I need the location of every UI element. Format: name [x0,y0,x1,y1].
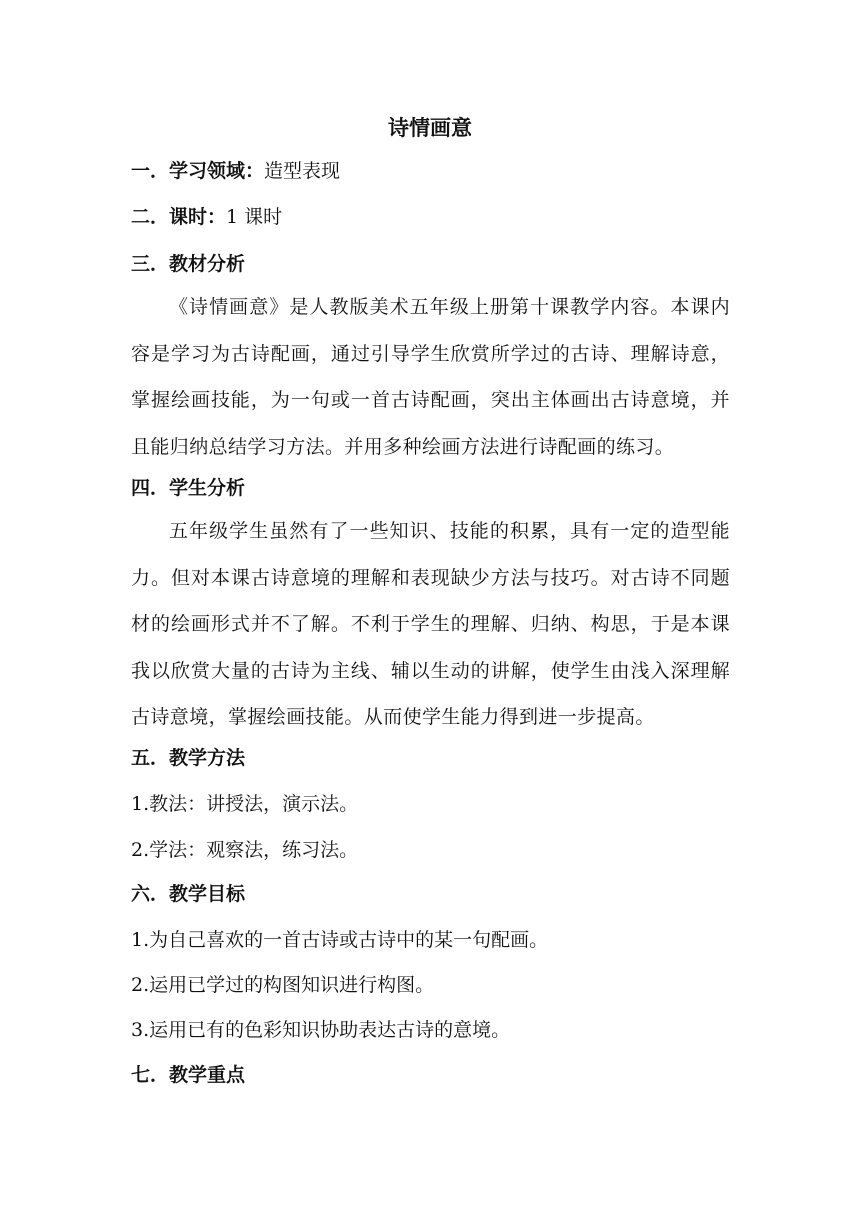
paragraph-student-analysis: 五年级学生虽然有了一些知识、技能的积累，具有一定的造型能力。但对本课古诗意境的理解和表现缺少方法与技巧。对古诗不同题材的绘画形式并不了解。不利于学生的理解、归纳、构思，于是本课我以欣赏大量的古诗为主线、辅以生动的讲解，使学生由浅入深理解古诗意境，掌握绘画技能。从而使学生能力得到进一步提高。 [131,520,730,728]
section-value: 1 课时 [226,206,283,228]
list-item: 1.为自己喜欢的一首古诗或古诗中的某一句配画。 [131,929,549,951]
section-heading-teaching-focus: 七．教学重点 [131,1064,246,1086]
section-heading: 二．课时： [131,206,227,228]
section-heading-teaching-methods: 五．教学方法 [131,747,246,769]
section-heading: 一．学习领域： [131,160,265,182]
section-heading-teaching-goals: 六．教学目标 [131,883,246,905]
document-title: 诗情画意 [388,116,472,140]
list-item: 1.教法：讲授法，演示法。 [131,793,359,815]
section-value: 造型表现 [264,160,341,182]
list-item: 2.运用已学过的构图知识进行构图。 [131,974,435,996]
section-learning-field [131,157,731,185]
list-item: 3.运用已有的色彩知识协助表达古诗的意境。 [131,1019,511,1041]
paragraph-textbook-analysis: 《诗情画意》是人教版美术五年级上册第十课教学内容。本课内容是学习为古诗配画，通过引导学生欣赏所学过的古诗、理解诗意，掌握绘画技能，为一句或一首古诗配画，突出主体画出古诗意境，并且能归纳总结学习方法。并用多种绘画方法进行诗配画的练习。 [131,296,730,458]
section-heading-student-analysis: 四．学生分析 [131,477,246,499]
section-heading-textbook-analysis: 三．教材分析 [131,253,246,275]
section-class-hours [131,203,731,231]
list-item: 2.学法：观察法，练习法。 [131,839,359,861]
